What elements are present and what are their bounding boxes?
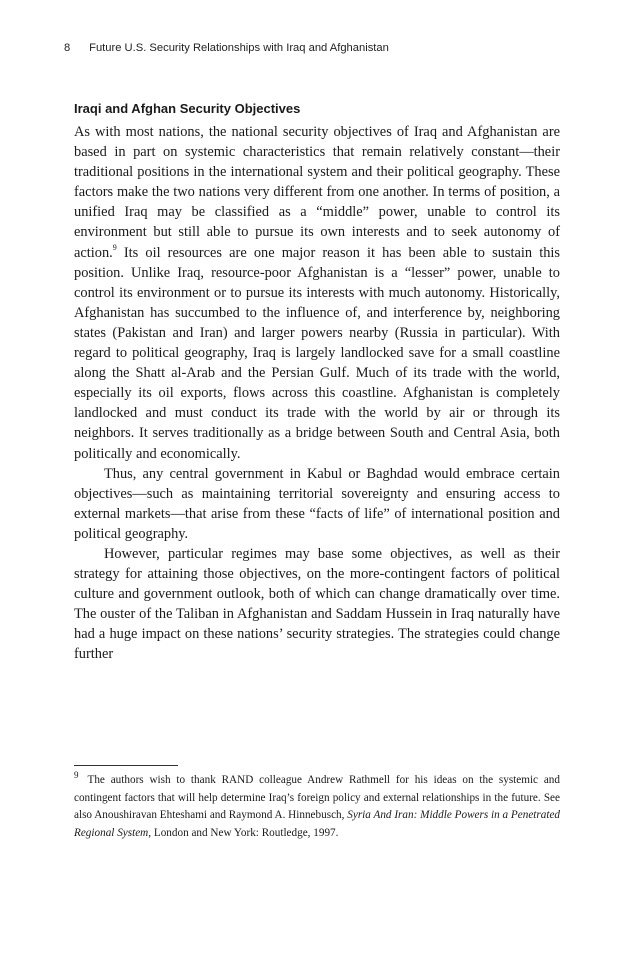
paragraph-2: Thus, any central government in Kabul or Baghdad would embrace certain objectives—such as maintaining territorial sovereignty and ensuring access to external markets—that arise from these “facts of life” of international position and political geography. [74,465,560,542]
footnote-divider [74,765,178,766]
paragraph-1 [74,122,560,464]
footnote-book-title: Syria And Iran: Middle Powers in a Penetrated Regional System [74,809,561,839]
section-heading: Iraqi and Afghan Security Objectives [74,101,301,116]
running-header [64,42,564,54]
running-title: Future U.S. Security Relationships with Iraq and Afghanistan [89,42,389,54]
page-number: 8 [64,42,71,54]
paragraph-3: However, particular regimes may base some objectives, as well as their strategy for attaining those objectives, on the more-contingent factors of political culture and government outlook, both of which can change dramatically over time. The ouster of the Taliban in Afghanistan and Saddam Hussein in Iraq naturally have had a huge impact on these nations’ security strategies. The strategies could change further [74,545,560,663]
footnote [74,772,560,842]
footnote-number: 9 [74,770,79,781]
body-text [74,122,560,665]
paragraph-1-part-b: Its oil resources are one major reason it has been able to sustain this position. Unlike Iraq, resource-poor Afghanistan is a “lesser” power, unable to control its environment or to pursue its interests with much autonomy. Historically, Afghanistan has succumbed to the influence of, and interference by, neighboring states (Pakistan and Iran) and larger powers nearby (Russia in particular). With regard to political geography, Iraq is largely landlocked save for a small coastline along the Shatt al-Arab and the Persian Gulf. Much of its trade with the world, especially its oil exports, flows across this coastline. Afghanistan is completely landlocked and must conduct its trade with the world by air or through its neighbors. It serves traditionally as a bridge between South and Central Asia, both politically and economically. [74,244,560,462]
footnote-text-a: The authors wish to thank RAND colleague Andrew Rathmell for his ideas on the systemic and contingent factors that will help determine Iraq’s foreign policy and external relationships in the future. See also Anoushiravan Ehteshami and Raymond A. Hinnebusch, [74,774,560,821]
footnote-text-b: , London and New York: Routledge, 1997. [148,826,339,839]
paragraph-1-part-a: As with most nations, the national security objectives of Iraq and Afghanistan are based in part on systemic characteristics that remain relatively constant—their traditional positions in the international system and their political geography. These factors make the two nations very different from one another. In terms of position, a unified Iraq may be classified as a “middle” power, unable to control its environment but still able to pursue its own interests and to seek autonomy of action. [74,124,560,261]
footnote-reference[interactable]: 9 [112,242,117,252]
